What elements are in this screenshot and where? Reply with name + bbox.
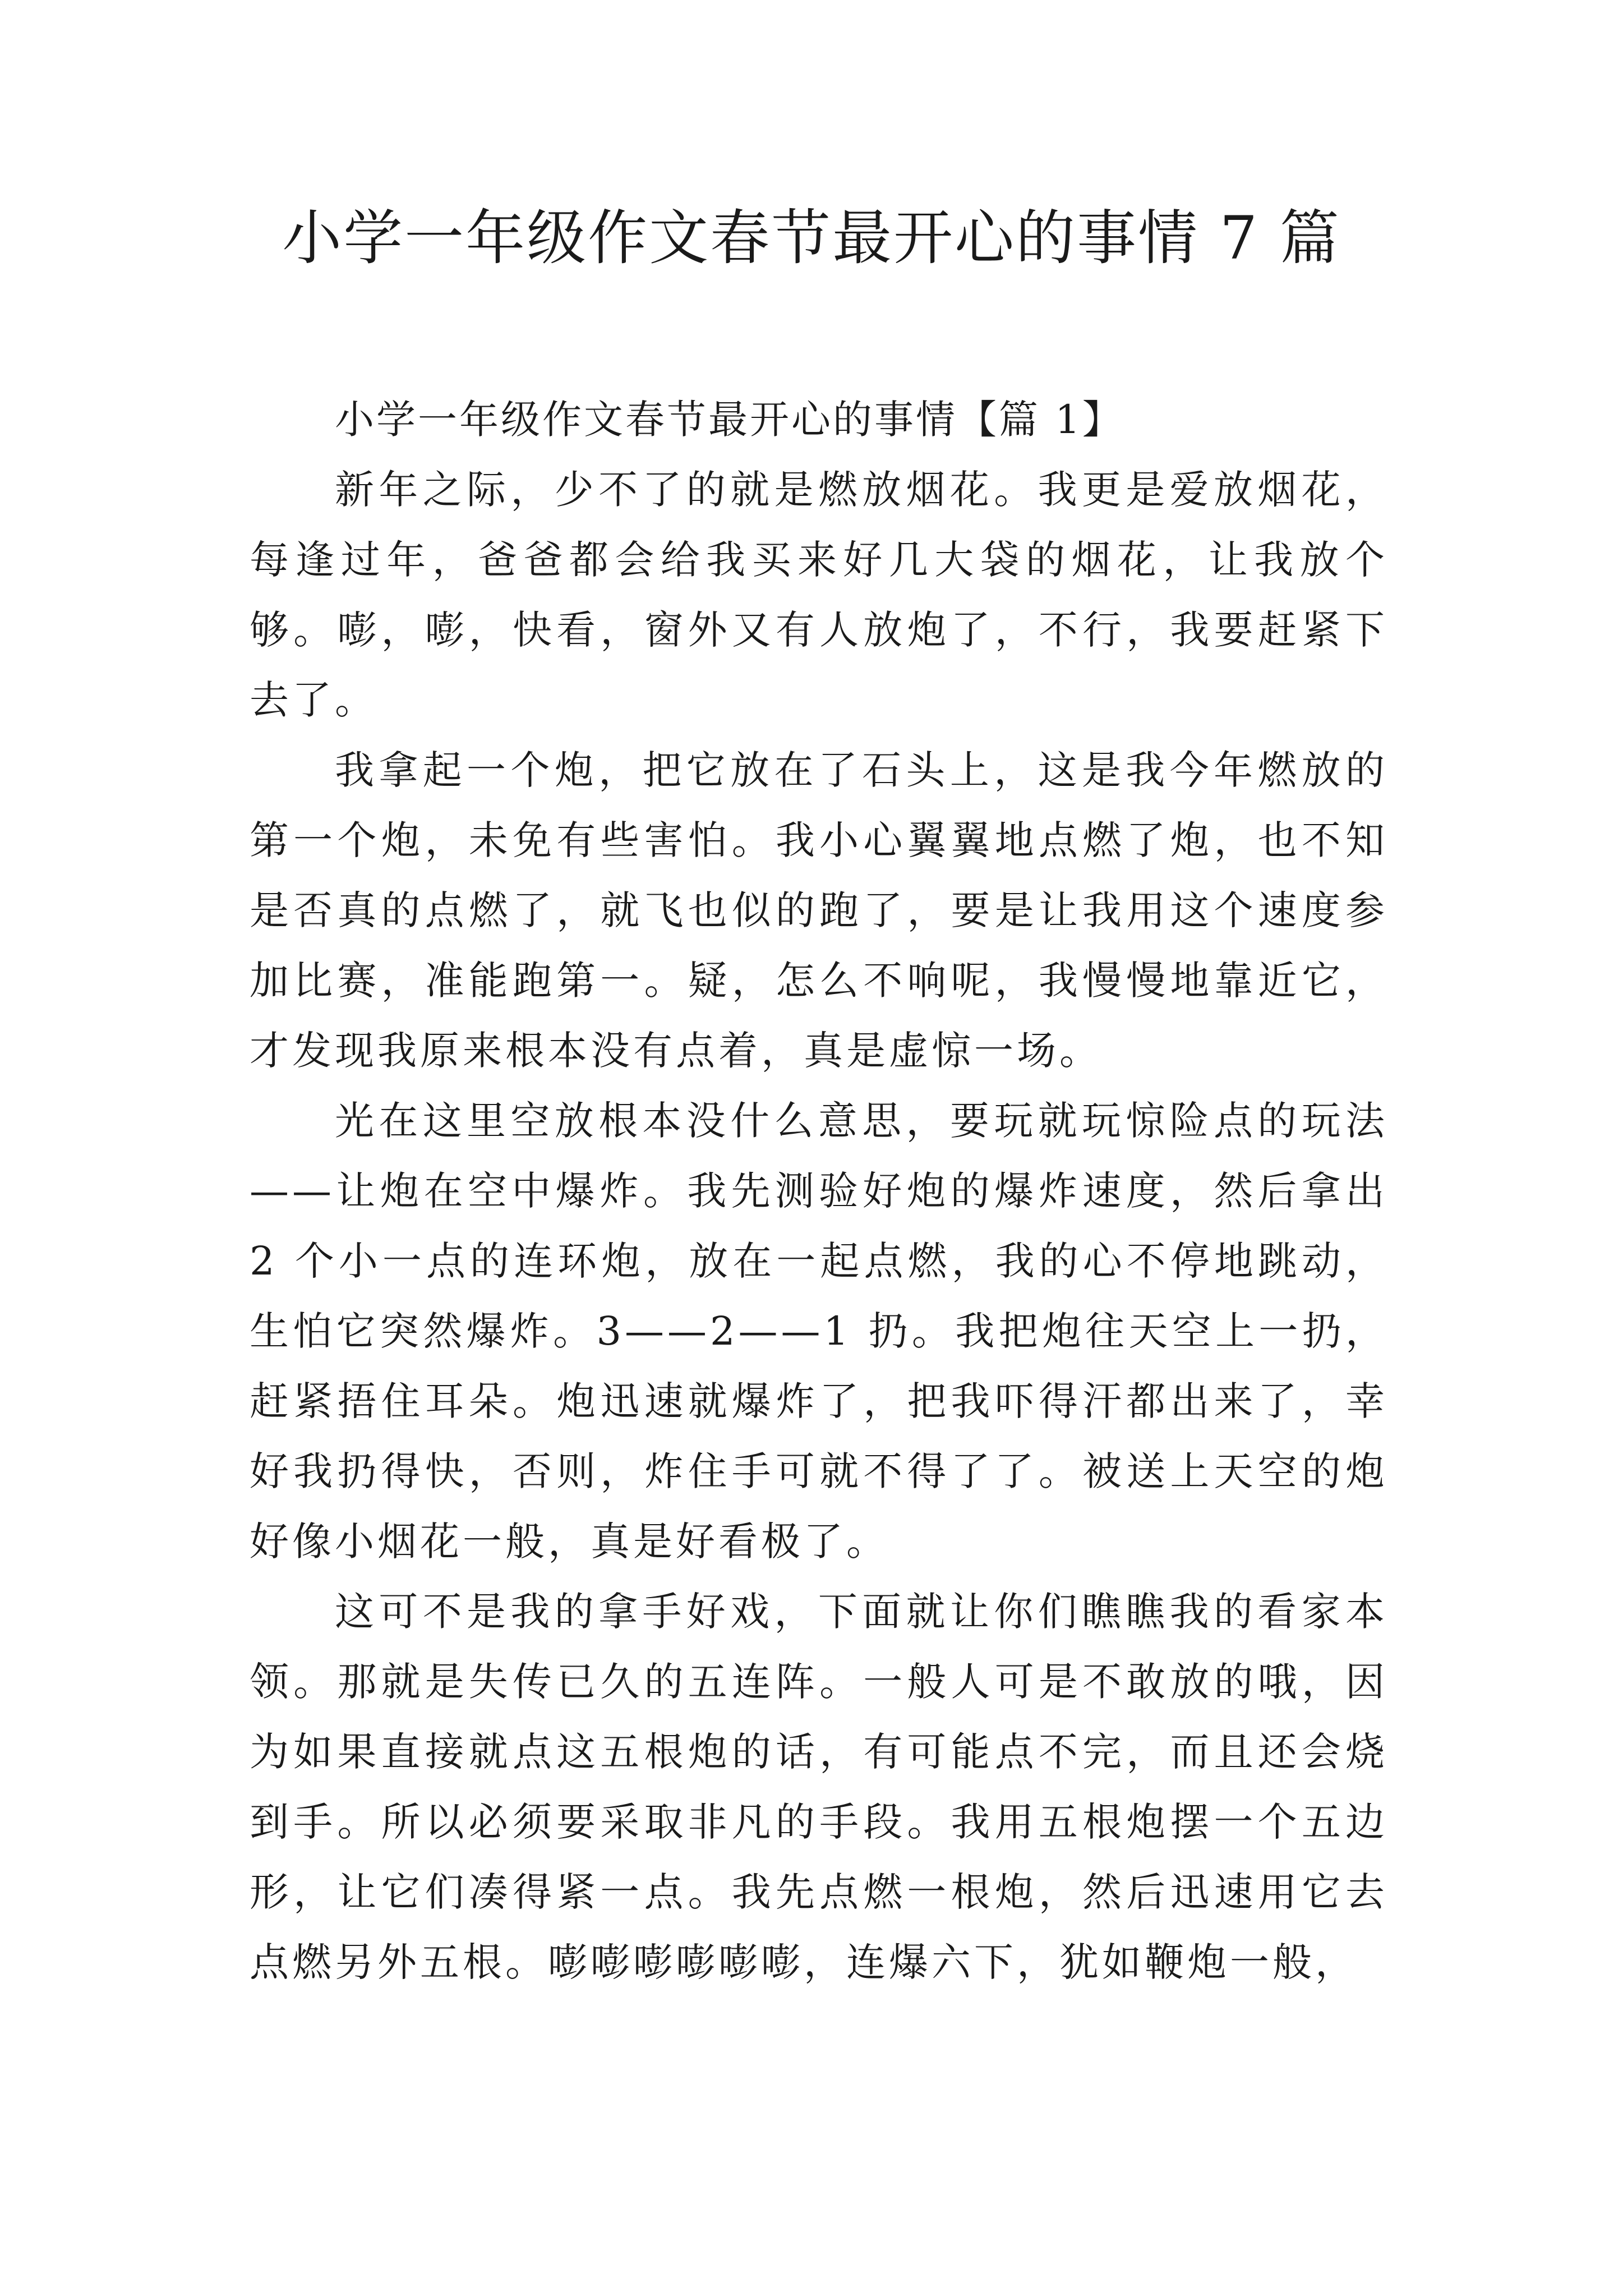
paragraph-3: 光在这里空放根本没什么意思，要玩就玩惊险点的玩法——让炮在空中爆炸。我先测验好炮的爆炸速度，然后拿出 2 个小一点的连环炮，放在一起点燃，我的心不停地跳动，生怕它突然爆炸。3——2——1 扔。我把炮往天空上一扔，赶紧捂住耳朵。炮迅速就爆炸了，把我吓得汗都出来了，幸好我扔得快，否则，炸住手可就不得了了。被送上天空的炮好像小烟花一般，真是好看极了。 — [250, 1098, 1388, 1565]
paragraph-2: 我拿起一个炮，把它放在了石头上，这是我今年燃放的第一个炮，未免有些害怕。我小心翼翼地点燃了炮，也不知是否真的点燃了，就飞也似的跑了，要是让我用这个速度参加比赛，准能跑第一。疑，怎么不响呢，我慢慢地靠近它，才发现我原来根本没有点着，真是虚惊一场。 — [250, 747, 1388, 1074]
document-title: 小学一年级作文春节最开心的事情 7 篇 — [282, 204, 1341, 273]
paragraph-1: 新年之际，少不了的就是燃放烟花。我更是爱放烟花，每逢过年，爸爸都会给我买来好几大袋的烟花，让我放个够。嘭，嘭，快看，窗外又有人放炮了，不行，我要赶紧下去了。 — [250, 467, 1388, 723]
document-body — [250, 385, 1388, 1998]
paragraph-4: 这可不是我的拿手好戏，下面就让你们瞧瞧我的看家本领。那就是失传已久的五连阵。一般人可是不敢放的哦，因为如果直接就点这五根炮的话，有可能点不完，而且还会烧到手。所以必须要采取非凡的手段。我用五根炮摆一个五边形，让它们凑得紧一点。我先点燃一根炮，然后迅速用它去点燃另外五根。嘭嘭嘭嘭嘭嘭，连爆六下，犹如鞭炮一般， — [250, 1589, 1388, 1985]
section-heading: 小学一年级作文春节最开心的事情【篇 1】 — [335, 397, 1124, 443]
